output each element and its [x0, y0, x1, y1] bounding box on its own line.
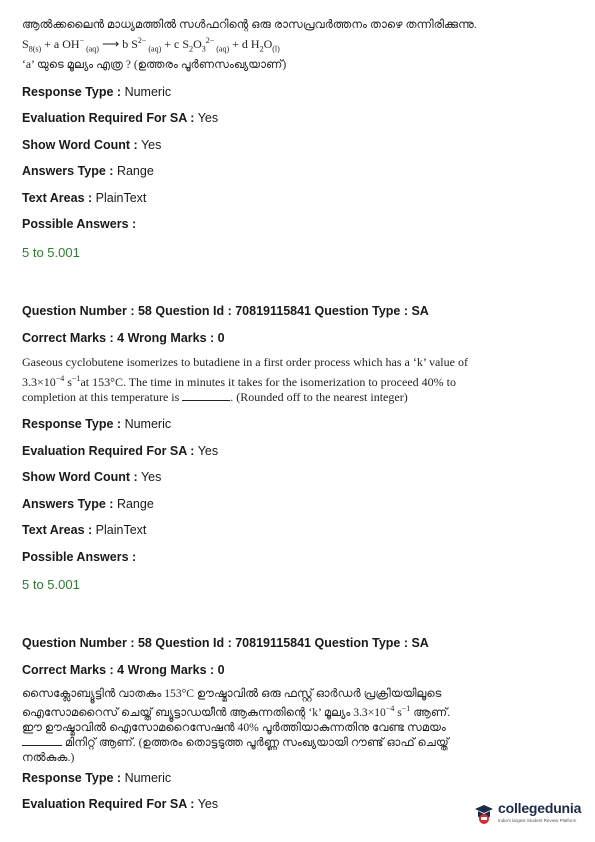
brand-logo-text: collegedunia [498, 800, 582, 816]
brand-tagline: India's largest Student Review Platform [498, 818, 577, 823]
question-prompt-malayalam: ‘a’ യുടെ മൂല്യം എത്ര ? (ഉത്തരം പൂർണസംഖ്യയാണ്) [22, 58, 287, 71]
text-areas: Text Areas : PlainText [22, 191, 147, 205]
show-word-count: Show Word Count : Yes [22, 138, 162, 152]
answers-type: Answers Type : Range [22, 164, 154, 178]
question-text-english: Gaseous cyclobutene isomerizes to butadiene in a first order process which has a ‘k’ value of $3.3\times 10^{-4}$ $s^{-1}at$ 153°C. The time in minutes it takes for the isomerization to proceed 40% to completion at this temperature is . (Rounded off to the nearest integer) [22, 355, 468, 404]
response-type: Response Type : Numeric [22, 85, 172, 99]
question-text-malayalam: ആൽക്കലൈൻ മാധ്യമത്തിൽ സൾഫറിന്റെ ഒരു രാസപ്രവർത്തനം താഴെ തന്നിരിക്കുന്നു. [22, 18, 477, 31]
question-header: Question Number : 58 Question Id : 70819115841 Question Type : SA [22, 636, 429, 650]
answer-blank [182, 400, 230, 401]
question-marks: Correct Marks : 4 Wrong Marks : 0 [22, 663, 225, 677]
evaluation-required: Evaluation Required For SA : Yes [22, 111, 219, 125]
evaluation-required: Evaluation Required For SA : Yes [22, 797, 219, 811]
possible-answers-label: Possible Answers : [22, 217, 137, 231]
possible-answer-value: 5 to 5.001 [22, 245, 80, 260]
possible-answers-label: Possible Answers : [22, 550, 137, 564]
possible-answer-value: 5 to 5.001 [22, 577, 80, 592]
text-areas: Text Areas : PlainText [22, 523, 147, 537]
response-type: Response Type : Numeric [22, 417, 172, 431]
answer-blank [22, 745, 62, 746]
answers-type: Answers Type : Range [22, 497, 154, 511]
question-header: Question Number : 58 Question Id : 70819115841 Question Type : SA [22, 304, 429, 318]
response-type: Response Type : Numeric [22, 771, 172, 785]
graduation-cap-icon [474, 803, 494, 825]
chemical-equation: $S_{8(s)} + a$ OH− $_{(aq)}$ ⟶ b $S^{2-}$ $_{(aq)}$ + c $S_2O_3^{2-}$ $_{(aq)}$ + d $H_2O_{(l)}$ [22, 36, 280, 54]
question-marks: Correct Marks : 4 Wrong Marks : 0 [22, 331, 225, 345]
show-word-count: Show Word Count : Yes [22, 470, 162, 484]
question-text-malayalam: സൈക്ലോബ്യൂട്ടിൻ വാതകം 153°C ഊഷ്മാവിൽ ഒരു ഫസ്റ്റ് ഓർഡർ പ്രക്രിയയിലൂടെ ഐസോമറൈസ് ചെയ്ത് ബ്യൂട്ടാഡയീൻ ആകുന്നതിന്റെ ‘k’ മൂല്യം $3.3\times 10^{-4}$ $s^{-1}$ ആണ്. ഈ ഊഷ്മാവിൽ ഐസോമറൈസേഷൻ 40% പൂർത്തിയാകുന്നതിനു വേണ്ട സമയം മിനിറ്റ് ആണ്. (ഉത്തരം തൊട്ടടുത്ത പൂർണ്ണ സംഖ്യയായി റൗണ്ട് ഓഫ് ചെയ്ത് നൽകുക.) [22, 687, 451, 764]
evaluation-required: Evaluation Required For SA : Yes [22, 444, 219, 458]
